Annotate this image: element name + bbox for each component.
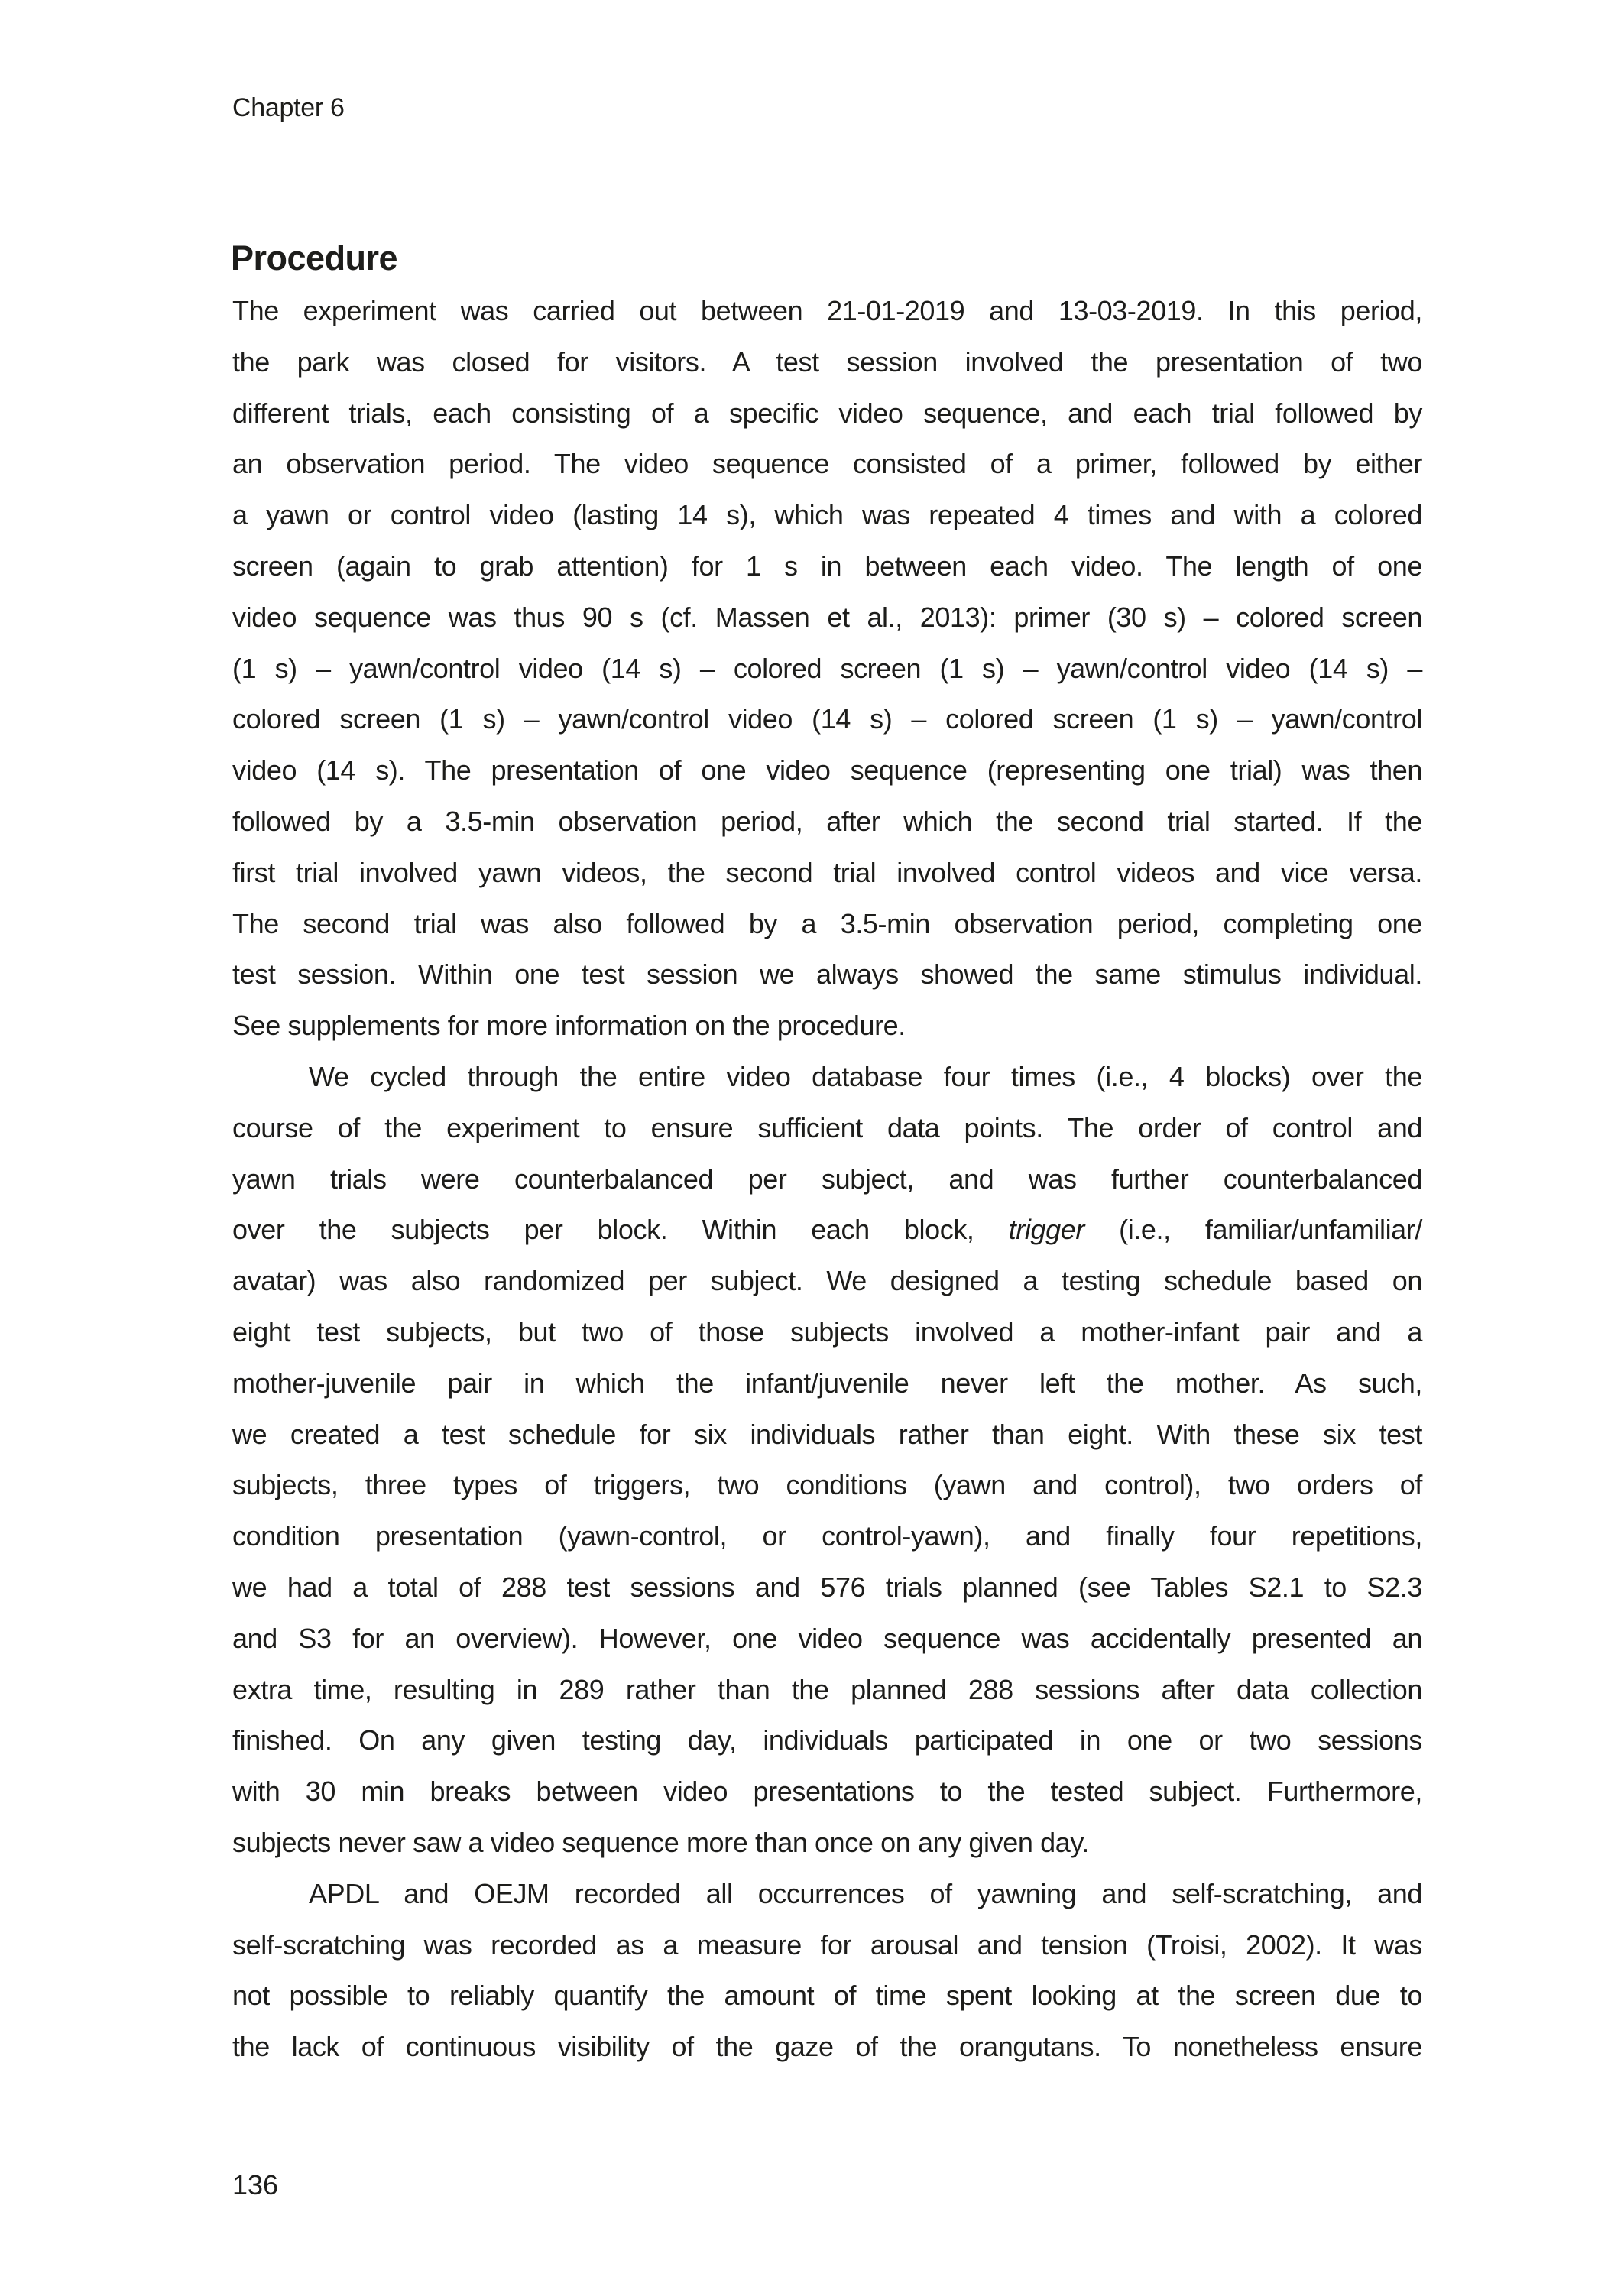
text-line: [232, 1562, 1422, 1614]
text-segment: subjects, three types of triggers, two conditions (yawn and control), two orders of: [232, 1469, 1422, 1501]
text-segment: we created a test schedule for six individuals rather than eight. With these six test: [232, 1418, 1422, 1450]
text-line: [232, 2022, 1422, 2073]
text-line: [232, 1715, 1422, 1766]
text-line: [232, 1154, 1422, 1205]
text-segment: The experiment was carried out between 21-01-2019 and 13-03-2019. In this period,: [232, 295, 1422, 326]
text-segment: not possible to reliably quantify the amount of time spent looking at the screen due to: [232, 1980, 1422, 2012]
text-line: [232, 1409, 1422, 1461]
text-line: [232, 1001, 1422, 1052]
text-segment: video (14 s). The presentation of one video sequence (representing one trial) was then: [232, 754, 1422, 786]
text-line: [232, 644, 1422, 695]
text-line: [232, 439, 1422, 490]
text-line: [232, 337, 1422, 388]
text-segment: The second trial was also followed by a 3.5-min observation period, completing one: [232, 907, 1422, 939]
text-line: [232, 1869, 1422, 1920]
text-line: [232, 1511, 1422, 1562]
text-line: [232, 286, 1422, 337]
text-line: [232, 541, 1422, 592]
body-text: [232, 286, 1422, 2073]
text-line: [232, 1665, 1422, 1716]
text-line: [232, 796, 1422, 848]
text-segment: course of the experiment to ensure sufficient data points. The order of control and: [232, 1111, 1422, 1143]
text-segment: condition presentation (yawn-control, or control-yawn), and finally four repetitions,: [232, 1520, 1422, 1552]
text-segment: APDL and OEJM recorded all occurrences of yawning and self-scratching, and: [309, 1877, 1422, 1909]
text-segment: screen (again to grab attention) for 1 s in between each video. The length of one: [232, 550, 1422, 582]
page-number: 136: [232, 2169, 279, 2201]
text-segment: avatar) was also randomized per subject. We designed a testing schedule based on: [232, 1265, 1422, 1297]
text-line: [232, 1256, 1422, 1307]
text-segment: colored screen (1 s) – yawn/control video (14 s) – colored screen (1 s) – yawn/control: [232, 703, 1422, 735]
text-segment: We cycled through the entire video database four times (i.e., 4 blocks) over the: [309, 1060, 1422, 1092]
text-segment: extra time, resulting in 289 rather than the planned 288 sessions after data collection: [232, 1673, 1422, 1705]
text-line: [232, 1818, 1422, 1869]
text-segment: the park was closed for visitors. A test session involved the presentation of two: [232, 345, 1422, 378]
text-segment: test session. Within one test session we always showed the same stimulus individual.: [232, 958, 1422, 991]
text-segment: See supplements for more information on the procedure.: [232, 1010, 906, 1042]
text-line: [232, 1358, 1422, 1409]
chapter-label: Chapter 6: [232, 93, 345, 122]
text-line: [232, 745, 1422, 796]
text-line: [232, 1205, 1422, 1256]
text-line: [232, 1614, 1422, 1665]
text-segment: and S3 for an overview). However, one video sequence was accidentally presented an: [232, 1622, 1422, 1654]
text-segment: finished. On any given testing day, individuals participated in one or two sessions: [232, 1724, 1422, 1756]
text-line: [232, 1307, 1422, 1358]
text-segment: first trial involved yawn videos, the second trial involved control videos and vice versa.: [232, 856, 1422, 888]
text-line: [232, 592, 1422, 644]
text-line: [232, 694, 1422, 745]
text-line: [232, 1766, 1422, 1818]
text-segment: followed by a 3.5-min observation period, after which the second trial started. If the: [232, 805, 1422, 837]
text-segment: we had a total of 288 test sessions and 576 trials planned (see Tables S2.1 to S2.3: [232, 1571, 1422, 1603]
text-line: [232, 1052, 1422, 1103]
text-segment: yawn trials were counterbalanced per subject, and was further counterbalanced: [232, 1163, 1422, 1195]
emphasized-text: trigger: [1008, 1214, 1084, 1246]
text-line: [232, 1920, 1422, 1971]
text-line: [232, 388, 1422, 439]
text-segment: (i.e., familiar/unfamiliar/: [1084, 1214, 1422, 1246]
text-segment: subjects never saw a video sequence more than once on any given day.: [232, 1826, 1089, 1858]
text-segment: over the subjects per block. Within each block,: [232, 1214, 1009, 1246]
text-segment: self-scratching was recorded as a measure for arousal and tension (Troisi, 2002). It was: [232, 1928, 1422, 1961]
text-line: [232, 1460, 1422, 1511]
text-segment: with 30 min breaks between video presentations to the tested subject. Furthermore,: [232, 1776, 1422, 1808]
text-line: [232, 1970, 1422, 2022]
text-line: [232, 949, 1422, 1001]
text-line: [232, 1103, 1422, 1154]
text-line: [232, 848, 1422, 899]
text-segment: a yawn or control video (lasting 14 s), which was repeated 4 times and with a colored: [232, 499, 1422, 531]
section-heading: Procedure: [231, 238, 398, 277]
text-segment: video sequence was thus 90 s (cf. Massen et al., 2013): primer (30 s) – colored screen: [232, 601, 1422, 633]
text-segment: the lack of continuous visibility of the gaze of the orangutans. To nonetheless ensure: [232, 2031, 1422, 2063]
text-segment: eight test subjects, but two of those subjects involved a mother-infant pair and a: [232, 1315, 1422, 1348]
text-line: [232, 490, 1422, 541]
text-line: [232, 899, 1422, 950]
text-segment: an observation period. The video sequence consisted of a primer, followed by either: [232, 448, 1422, 480]
text-segment: different trials, each consisting of a specific video sequence, and each trial followed by: [232, 397, 1422, 429]
text-segment: (1 s) – yawn/control video (14 s) – colored screen (1 s) – yawn/control video (14 s) –: [232, 652, 1422, 684]
text-segment: mother-juvenile pair in which the infant/juvenile never left the mother. As such,: [232, 1367, 1422, 1399]
